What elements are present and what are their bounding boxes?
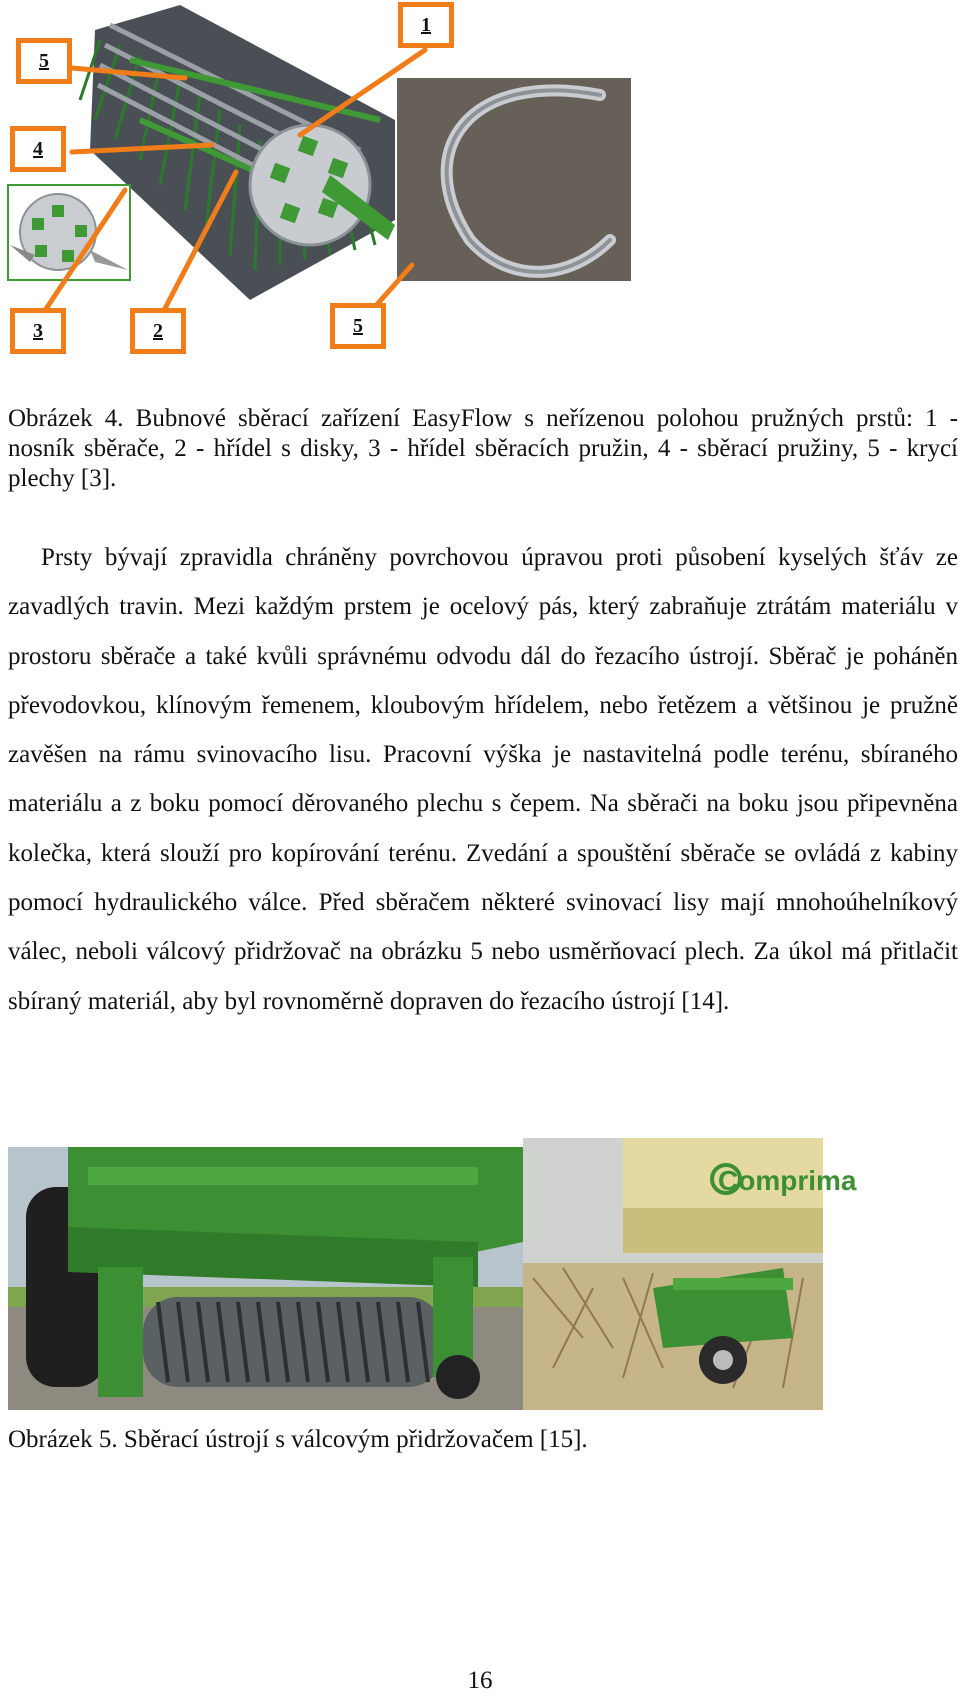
figure-4 xyxy=(0,0,960,400)
callout-3: 3 xyxy=(10,308,66,354)
spring-photo xyxy=(397,78,631,281)
callout-5-bottom: 5 xyxy=(330,303,386,349)
body-paragraph: Prsty bývají zpravidla chráněny povrchovou úpravou proti působení kyselých šťáv ze zavadlých travin. Mezi každým prstem je ocelový pás, který zabraňuje ztrátám materiálu v prostoru sběrače a také kvůli správnému odvodu dál do řezacího ústrojí. Sběrač je poháněn převodovkou, klínovým řemenem, kloubovým hřídelem, nebo řetězem a většinou je pružně zavěšen na rámu svinovacího lisu. Pracovní výška je nastavitelná podle terénu, sbíraného materiálu a z boku pomocí děrovaného plechu s čepem. Na sběrači na boku jsou připevněna kolečka, která slouží pro kopírování terénu. Zvedání a spouštění sběrače se ovládá z kabiny pomocí hydraulického válce. Před sběračem některé svinovací lisy mají mnohoúhelníkový válec, neboli válcový přidržovač na obrázku 5 nebo usměrňovací plech. Za úkol má přitlačit sbíraný materiál, aby byl rovnoměrně dopraven do řezacího ústrojí [14]. xyxy=(8,544,958,1015)
callout-2: 2 xyxy=(130,308,186,354)
page-number: 16 xyxy=(467,1667,493,1694)
figure-5-caption: Obrázek 5. Sběrací ústrojí s válcovým přidržovačem [15]. xyxy=(8,1426,588,1453)
inset-disc-drawing xyxy=(8,185,130,280)
comprima-logo: Comprima xyxy=(718,1165,857,1196)
callout-1: 1 xyxy=(398,2,454,48)
callout-4: 4 xyxy=(10,126,66,172)
callout-5-top: 5 xyxy=(16,38,72,84)
figure-4-caption: Obrázek 4. Bubnové sběrací zařízení EasyFlow s neřízenou polohou pružných prstů: 1 - nosník sběrače, 2 - hřídel s disky, 3 - hřídel sběracích pružin, 4 - sběrací pružiny, 5 - krycí plechy [3]. xyxy=(8,405,958,492)
figure-5-photo-left xyxy=(8,1147,523,1410)
figure-5-photo-right xyxy=(523,1138,857,1410)
